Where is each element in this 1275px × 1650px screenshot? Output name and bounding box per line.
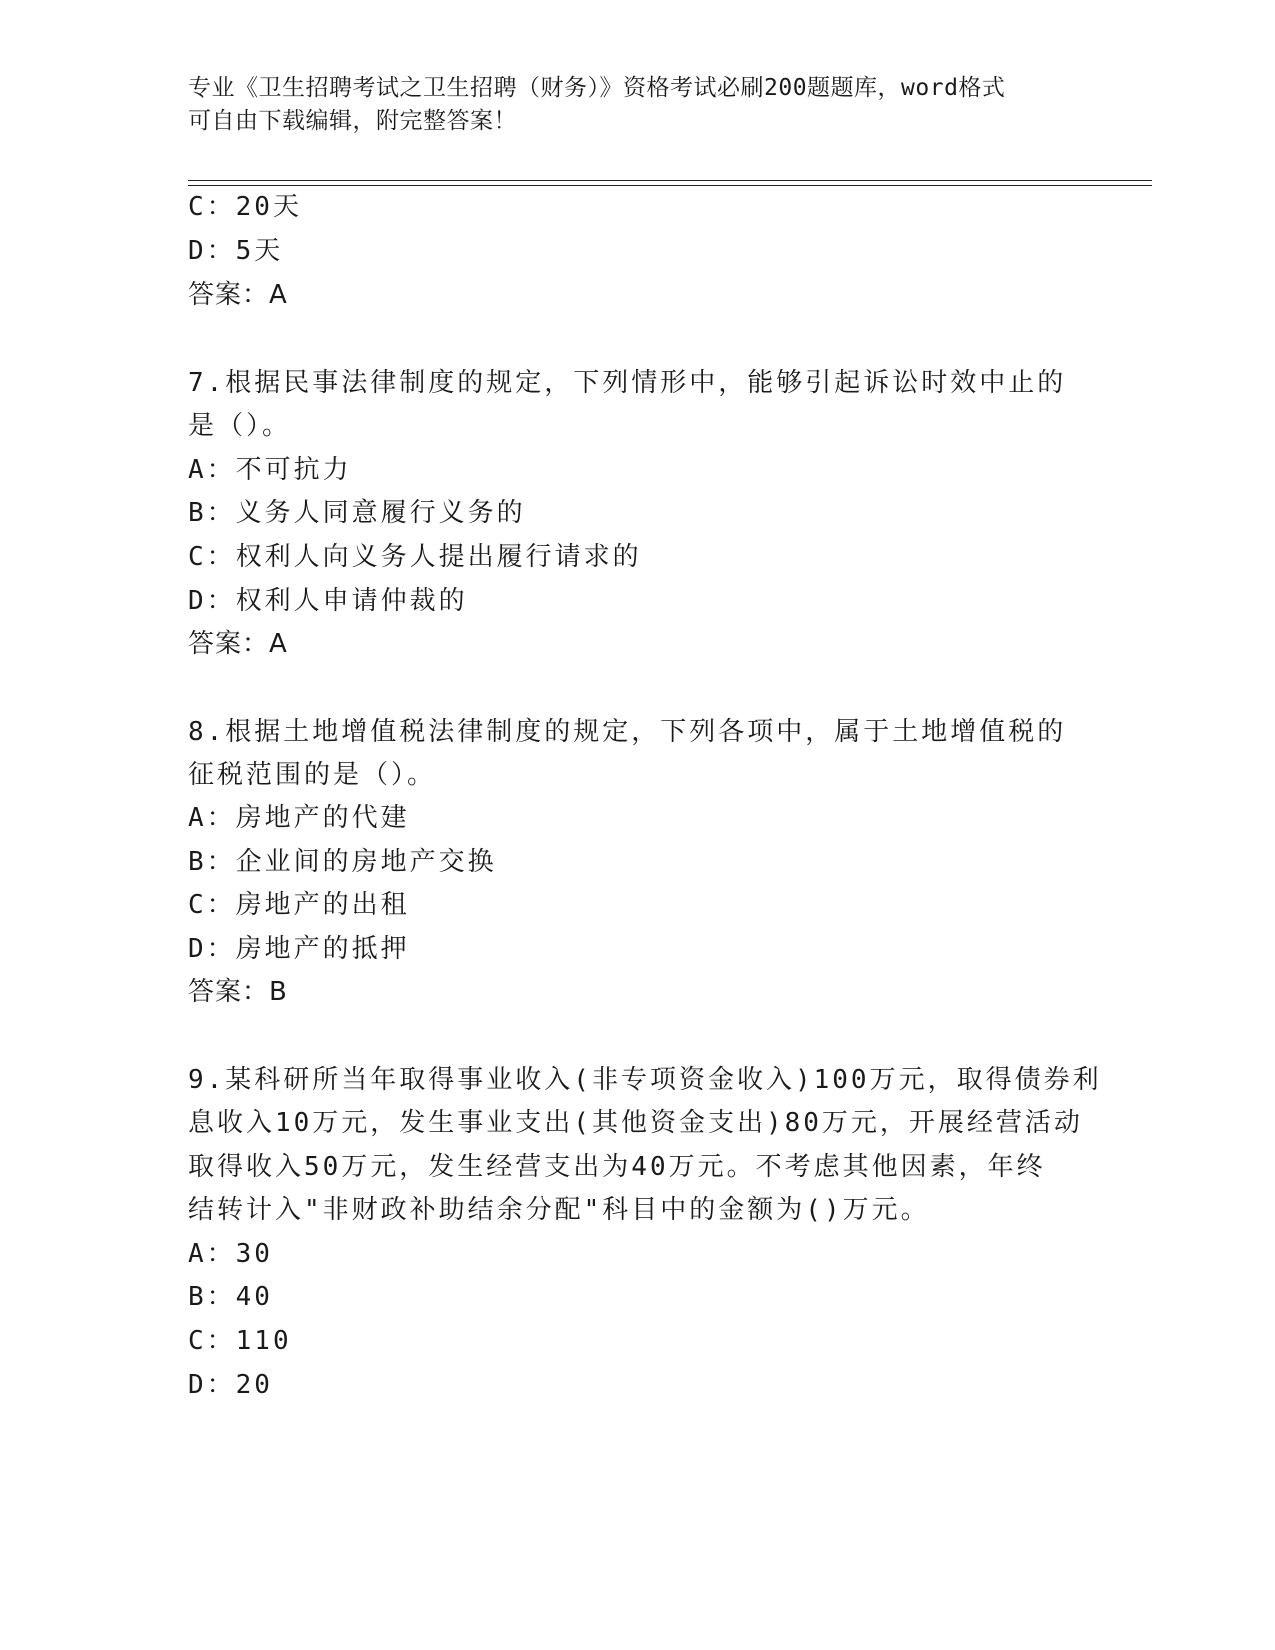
q8-option-a: A：房地产的代建 [188,803,410,833]
q7-stem-line-1: 7.根据民事法律制度的规定，下列情形中，能够引起诉讼时效中止的 [188,368,1067,398]
q7-answer: 答案：A [188,629,288,659]
q8-stem-line-2: 征税范围的是（）。 [188,760,437,790]
prev-question-option-c: C：20天 [188,192,302,222]
q9-stem-line-2: 息收入10万元，发生事业支出(其他资金支出)80万元，开展经营活动 [188,1108,1083,1138]
header-title-line-1: 专业《卫生招聘考试之卫生招聘（财务）》资格考试必刷200题题库，word格式 [188,75,1006,101]
q7-option-c: C：权利人向义务人提出履行请求的 [188,542,642,572]
prev-question-answer: 答案：A [188,280,288,310]
q9-stem-line-3: 取得收入50万元，发生经营支出为40万元。不考虑其他因素，年终 [188,1152,1046,1182]
q9-stem-line-4: 结转计入"非财政补助结余分配"科目中的金额为()万元。 [188,1195,930,1225]
q7-option-d: D：权利人申请仲裁的 [188,586,468,616]
q9-option-d: D：20 [188,1370,273,1400]
prev-question-option-d: D：5天 [188,236,284,266]
q9-option-c: C：110 [188,1326,292,1356]
q9-stem-line-1: 9.某科研所当年取得事业收入(非专项资金收入)100万元，取得债券利 [188,1065,1102,1095]
q8-stem-line-1: 8.根据土地增值税法律制度的规定，下列各项中，属于土地增值税的 [188,717,1067,747]
q8-answer: 答案：B [188,977,288,1007]
header-title-line-2: 可自由下载编辑，附完整答案！ [188,108,517,134]
document-header [188,72,1088,138]
q9-option-b: B：40 [188,1282,273,1312]
header-divider-bottom [188,185,1152,186]
q8-option-c: C：房地产的出租 [188,890,410,920]
q8-option-d: D：房地产的抵押 [188,934,410,964]
header-divider-top [188,180,1152,181]
q7-stem-line-2: 是（）。 [188,411,292,441]
q7-option-b: B：义务人同意履行义务的 [188,498,526,528]
q8-option-b: B：企业间的房地产交换 [188,847,497,877]
q7-option-a: A：不可抗力 [188,455,352,485]
q9-option-a: A：30 [188,1239,273,1269]
